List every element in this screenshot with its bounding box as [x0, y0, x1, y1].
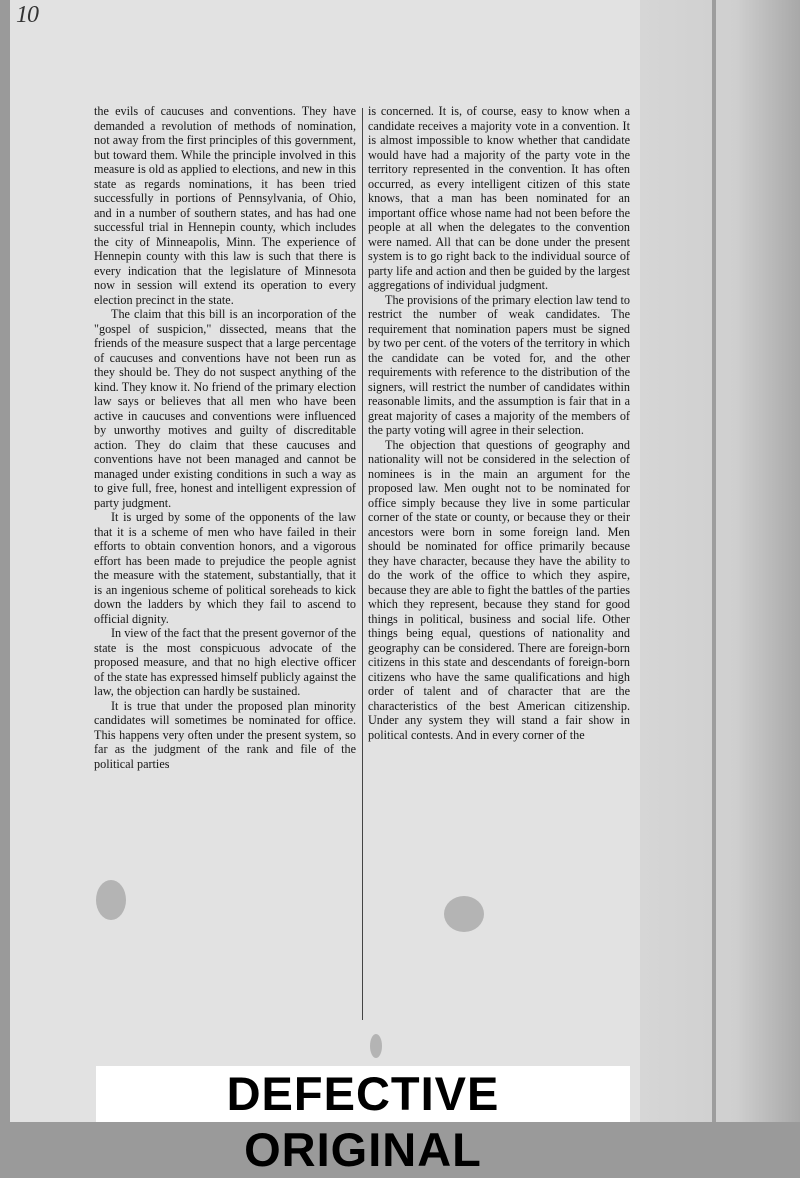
page-number: 10 [16, 2, 38, 28]
left-paragraph-2: The claim that this bill is an incorporation of the "gospel of suspicion," dissected, means that the friends of the measure suspect that a large percentage of caucuses and conventions have not been run as they should be. They do not suspect anything of the kind. They know it. No friend of the primary election law says or believes that all men who have been active in caucuses and conventions were influenced by unworthy motives and guilty of discreditable action. They do claim that these caucuses and conventions have not been managed and cannot be managed under existing conditions in such a way as to give full, free, honest and intelligent expression of party judgment. [94, 307, 356, 510]
left-paragraph-1: the evils of caucuses and conventions. They have demanded a revolution of methods of nomination, not away from the first principles of this government, but toward them. While the principle involved in this measure is old as applied to elections, and new in this state as regards nominations, it has been tried successfully in portions of Pennsylvania, of Ohio, and in a number of southern states, and has had one successful trial in Hennepin county, which includes the city of Minneapolis, Minn. The experience of Hennepin county with this law is such that there is every indication that the legislature of Minnesota now in session will extend its operation to every election precinct in the state. [94, 104, 356, 307]
left-paragraph-4: In view of the fact that the present governor of the state is the most conspicuous advocate of the proposed measure, and that no high elective officer of the state has expressed himself publicly against the law, the objection can hardly be sustained. [94, 626, 357, 698]
right-column [368, 104, 630, 742]
ink-smudge [370, 1034, 382, 1058]
left-column [94, 104, 356, 771]
left-paragraph-5: It is true that under the proposed plan minority candidates will sometimes be nominated for office. This happens very often under the present system, so far as the judgment of the rank and file of the political parties [94, 698, 356, 771]
left-paragraph-3: It is urged by some of the opponents of the law that it is a scheme of men who have failed in their efforts to obtain convention honors, and a vigorous effort has been made to prejudice the people agnist the measure with the statement, substantially, that it is an ingenious scheme of political soreheads to kick down the ladders by which they fail to ascend to official dignity. [94, 510, 356, 626]
page-edge [712, 0, 716, 1122]
column-divider [362, 108, 363, 1020]
right-paragraph-3: The objection that questions of geography and nationality will not be considered in the selection of nominees is in the main an argument for the proposed law. Men ought not to be nominated for office simply because they live in some particular corner of the state or county, or because they or their ancestors were born in some foreign land. Men should be nominated for office primarily because they have character, because they have the ability to do the work of the office to which they aspire, because they are able to fight the battles of the parties which they represent, because they stand for good things in political, business and social life. Other things being equal, questions of nationality and geography can be considered. There are foreign-born citizens in this state and descendants of foreign-born citizens who have the same qualifications and high order of talent and of character that are the characteristics of the best American citizenship. Under any system they will stand a fair show in political contests. And in every corner of the [368, 437, 630, 742]
page-margin-shadow [640, 0, 800, 1122]
right-paragraph-1: is concerned. It is, of course, easy to know when a candidate receives a majority vote in a convention. It is almost impossible to know whether that candidate would have had a majority of the party vote in the territory represented in the convention. It has often occurred, as every intelligent citizen of this state knows, that a man has been nominated for an important office whose name had not been before the people at all when the delegates to the convention were named. All that can be done under the present system is to go right back to the individual source of party life and action and then be guided by the largest aggregations of individual judgment. [368, 104, 630, 292]
ink-smudge [444, 896, 484, 932]
right-paragraph-2: The provisions of the primary election law tend to restrict the number of weak candidates. The requirement that nomination papers must be signed by two per cent. of the voters of the territory in which the candidate can be voted for, and the other requirements with reference to the distribution of the signers, will restrict the number of candidates within reasonable limits, and the assumption is fair that in a great majority of cases a majority of the members of the party voting will agree in their selection. [368, 292, 630, 437]
defective-original-banner: DEFECTIVE ORIGINAL [226, 1067, 500, 1176]
ink-smudge [96, 880, 126, 920]
